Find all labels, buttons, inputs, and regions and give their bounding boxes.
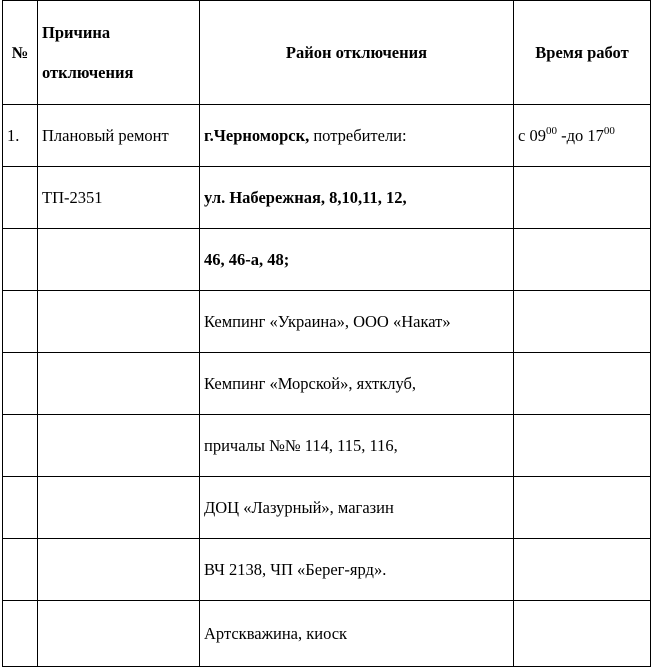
row-area-bold: г.Черноморск, <box>204 125 310 145</box>
table-row <box>3 229 651 291</box>
time-start-label: с 09 <box>518 125 546 145</box>
row-reason: Плановый ремонт <box>38 105 200 167</box>
table-row <box>3 105 651 167</box>
table-row <box>3 415 651 477</box>
row-reason <box>38 477 200 539</box>
time-end-minutes: 00 <box>603 124 615 137</box>
row-reason <box>38 291 200 353</box>
row-num <box>3 539 38 601</box>
row-area: Артскважина, киоск <box>200 601 514 667</box>
row-area: ул. Набережная, 8,10,11, 12, <box>200 167 514 229</box>
table-row <box>3 291 651 353</box>
row-area: причалы №№ 114, 115, 116, <box>200 415 514 477</box>
header-time: Время работ <box>514 1 651 105</box>
row-area-rest: потребители: <box>309 125 407 145</box>
row-time <box>514 477 651 539</box>
row-num <box>3 291 38 353</box>
row-reason <box>38 601 200 667</box>
header-area: Район отключения <box>200 1 514 105</box>
row-num <box>3 477 38 539</box>
row-time <box>514 291 651 353</box>
header-row <box>3 1 651 105</box>
row-reason <box>38 539 200 601</box>
row-reason: ТП-2351 <box>38 167 200 229</box>
time-start-minutes: 00 <box>545 124 557 137</box>
row-num <box>3 167 38 229</box>
row-num <box>3 353 38 415</box>
row-reason <box>38 415 200 477</box>
table-row <box>3 539 651 601</box>
row-area <box>200 105 514 167</box>
row-area: Кемпинг «Морской», яхтклуб, <box>200 353 514 415</box>
row-reason <box>38 229 200 291</box>
row-area: ВЧ 2138, ЧП «Берег-ярд». <box>200 539 514 601</box>
header-num: № <box>3 1 38 105</box>
row-num <box>3 229 38 291</box>
row-time <box>514 229 651 291</box>
row-num <box>3 415 38 477</box>
row-time <box>514 105 651 167</box>
row-num <box>3 601 38 667</box>
row-area: 46, 46-а, 48; <box>200 229 514 291</box>
time-end-label: -до 17 <box>556 125 604 145</box>
row-area: ДОЦ «Лазурный», магазин <box>200 477 514 539</box>
row-time <box>514 601 651 667</box>
table-row <box>3 601 651 667</box>
table-row <box>3 477 651 539</box>
row-num: 1. <box>3 105 38 167</box>
header-reason: Причина отключения <box>38 1 200 105</box>
table-row <box>3 353 651 415</box>
table-row <box>3 167 651 229</box>
row-time <box>514 353 651 415</box>
row-time <box>514 415 651 477</box>
row-area: Кемпинг «Украина», ООО «Накат» <box>200 291 514 353</box>
row-time <box>514 167 651 229</box>
row-reason <box>38 353 200 415</box>
outage-table <box>2 0 651 667</box>
row-time <box>514 539 651 601</box>
